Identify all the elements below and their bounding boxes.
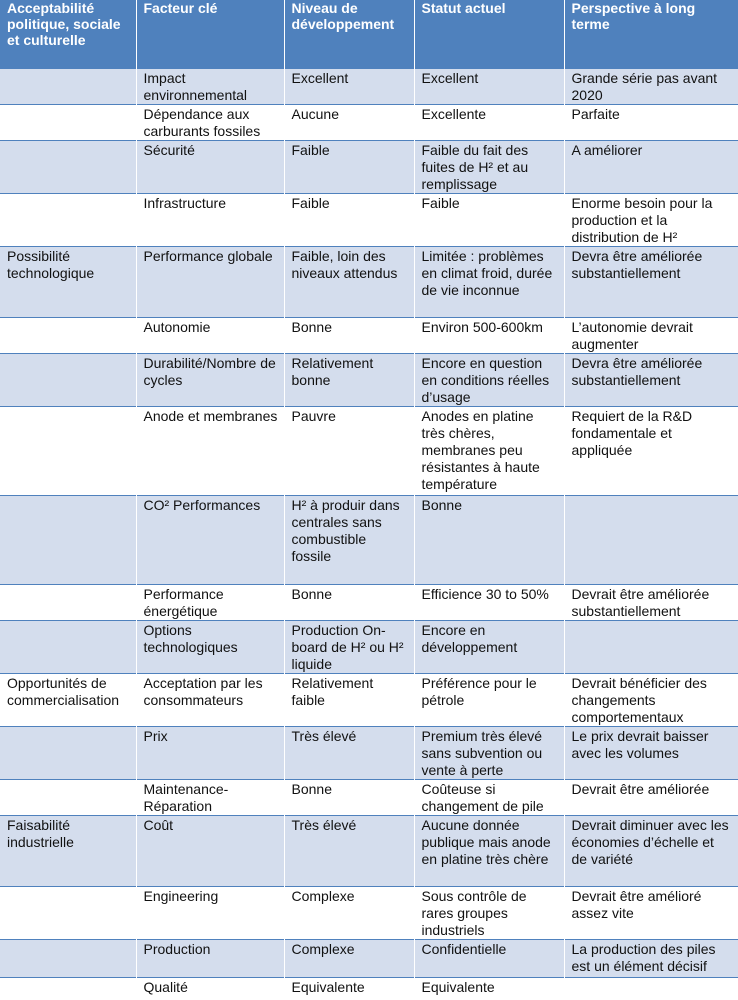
status-cell: Faible du fait des fuites de H² et au remplissage xyxy=(414,141,564,194)
table-row xyxy=(0,621,738,674)
level-cell: Pauvre xyxy=(284,407,414,496)
factor-cell: Performance globale xyxy=(136,247,284,318)
level-cell: Très élevé xyxy=(284,727,414,780)
status-cell: Encore en question en conditions réelles d’usage xyxy=(414,354,564,407)
level-cell: Bonne xyxy=(284,585,414,621)
category-cell xyxy=(0,585,136,621)
table-header xyxy=(0,0,738,69)
outlook-cell: Devrait être améliorée xyxy=(564,780,738,816)
level-cell: H² à produir dans centrales sans combustible fossile xyxy=(284,496,414,585)
outlook-cell: Parfaite xyxy=(564,105,738,141)
factor-cell: Coût xyxy=(136,816,284,887)
table-row xyxy=(0,887,738,940)
table-row xyxy=(0,247,738,318)
outlook-cell xyxy=(564,978,738,1000)
factor-cell: Maintenance-Réparation xyxy=(136,780,284,816)
level-cell: Relativement bonne xyxy=(284,354,414,407)
factor-cell: Sécurité xyxy=(136,141,284,194)
status-cell: Encore en développement xyxy=(414,621,564,674)
factor-cell: Qualité xyxy=(136,978,284,1000)
level-cell: Production On-board de H² ou H² liquide xyxy=(284,621,414,674)
outlook-cell: Le prix devrait baisser avec les volumes xyxy=(564,727,738,780)
table-row xyxy=(0,674,738,727)
status-cell: Excellent xyxy=(414,69,564,105)
level-cell: Bonne xyxy=(284,318,414,354)
category-cell xyxy=(0,887,136,940)
status-cell: Coûteuse si changement de pile xyxy=(414,780,564,816)
table-row xyxy=(0,407,738,496)
header-factor: Facteur clé xyxy=(136,0,284,69)
level-cell: Complexe xyxy=(284,940,414,978)
table-row xyxy=(0,318,738,354)
outlook-cell: Devrait diminuer avec les économies d’échelle et de variété xyxy=(564,816,738,887)
factor-cell: Options technologiques xyxy=(136,621,284,674)
table-body xyxy=(0,69,738,1000)
category-cell xyxy=(0,780,136,816)
status-cell: Equivalente xyxy=(414,978,564,1000)
header-outlook: Perspective à long terme xyxy=(564,0,738,69)
factor-cell: Infrastructure xyxy=(136,194,284,247)
factor-cell: Prix xyxy=(136,727,284,780)
level-cell: Très élevé xyxy=(284,816,414,887)
category-cell xyxy=(0,407,136,496)
status-cell: Environ 500-600km xyxy=(414,318,564,354)
outlook-cell: L’autonomie devrait augmenter xyxy=(564,318,738,354)
status-cell: Aucune donnée publique mais anode en platine très chère xyxy=(414,816,564,887)
category-cell xyxy=(0,69,136,105)
table-row xyxy=(0,978,738,1000)
header-row xyxy=(0,0,738,69)
level-cell: Aucune xyxy=(284,105,414,141)
status-cell: Faible xyxy=(414,194,564,247)
category-cell xyxy=(0,318,136,354)
category-cell: Possibilité technologique xyxy=(0,247,136,318)
factor-cell: Autonomie xyxy=(136,318,284,354)
factor-cell: Anode et membranes xyxy=(136,407,284,496)
factor-cell: Impact environnemental xyxy=(136,69,284,105)
table-row xyxy=(0,141,738,194)
factor-cell: Acceptation par les consommateurs xyxy=(136,674,284,727)
status-cell: Préférence pour le pétrole xyxy=(414,674,564,727)
category-cell: Faisabilité industrielle xyxy=(0,816,136,887)
status-cell: Confidentielle xyxy=(414,940,564,978)
outlook-cell: Devrait être améliorée substantiellement xyxy=(564,585,738,621)
category-cell xyxy=(0,940,136,978)
category-cell xyxy=(0,141,136,194)
outlook-cell: Devrait bénéficier des changements comportementaux xyxy=(564,674,738,727)
category-cell xyxy=(0,727,136,780)
factor-cell: Dépendance aux carburants fossiles xyxy=(136,105,284,141)
outlook-cell: Devra être améliorée substantiellement xyxy=(564,354,738,407)
status-cell: Sous contrôle de rares groupes industriels xyxy=(414,887,564,940)
table-row xyxy=(0,940,738,978)
level-cell: Excellent xyxy=(284,69,414,105)
header-level: Niveau de développement xyxy=(284,0,414,69)
category-cell xyxy=(0,354,136,407)
table-row xyxy=(0,354,738,407)
status-cell: Anodes en platine très chères, membranes peu résistantes à haute température xyxy=(414,407,564,496)
table-row xyxy=(0,194,738,247)
outlook-cell: Requiert de la R&D fondamentale et appliquée xyxy=(564,407,738,496)
header-category: Acceptabilité politique, sociale et culturelle xyxy=(0,0,136,69)
level-cell: Bonne xyxy=(284,780,414,816)
level-cell: Faible, loin des niveaux attendus xyxy=(284,247,414,318)
factor-cell: Production xyxy=(136,940,284,978)
category-cell xyxy=(0,496,136,585)
level-cell: Complexe xyxy=(284,887,414,940)
header-status: Statut actuel xyxy=(414,0,564,69)
status-cell: Premium très élevé sans subvention ou vente à perte xyxy=(414,727,564,780)
factor-cell: Durabilité/Nombre de cycles xyxy=(136,354,284,407)
outlook-cell: Enorme besoin pour la production et la distribution de H² xyxy=(564,194,738,247)
table-row xyxy=(0,780,738,816)
factor-cell: Performance énergétique xyxy=(136,585,284,621)
status-cell: Limitée : problèmes en climat froid, durée de vie inconnue xyxy=(414,247,564,318)
level-cell: Equivalente xyxy=(284,978,414,1000)
category-cell xyxy=(0,194,136,247)
table-row xyxy=(0,496,738,585)
table-row xyxy=(0,816,738,887)
outlook-cell: A améliorer xyxy=(564,141,738,194)
status-cell: Bonne xyxy=(414,496,564,585)
table-row xyxy=(0,105,738,141)
outlook-cell: Devrait être amélioré assez vite xyxy=(564,887,738,940)
category-cell xyxy=(0,621,136,674)
table-row xyxy=(0,727,738,780)
outlook-cell: Devra être améliorée substantiellement xyxy=(564,247,738,318)
table-row xyxy=(0,585,738,621)
outlook-cell xyxy=(564,496,738,585)
outlook-cell: Grande série pas avant 2020 xyxy=(564,69,738,105)
status-cell: Efficience 30 to 50% xyxy=(414,585,564,621)
level-cell: Faible xyxy=(284,141,414,194)
factor-cell: CO² Performances xyxy=(136,496,284,585)
outlook-cell: La production des piles est un élément décisif xyxy=(564,940,738,978)
factor-cell: Engineering xyxy=(136,887,284,940)
outlook-cell xyxy=(564,621,738,674)
category-cell xyxy=(0,105,136,141)
category-cell: Opportunités de commercialisation xyxy=(0,674,136,727)
status-cell: Excellente xyxy=(414,105,564,141)
table-row xyxy=(0,69,738,105)
category-cell xyxy=(0,978,136,1000)
level-cell: Relativement faible xyxy=(284,674,414,727)
level-cell: Faible xyxy=(284,194,414,247)
